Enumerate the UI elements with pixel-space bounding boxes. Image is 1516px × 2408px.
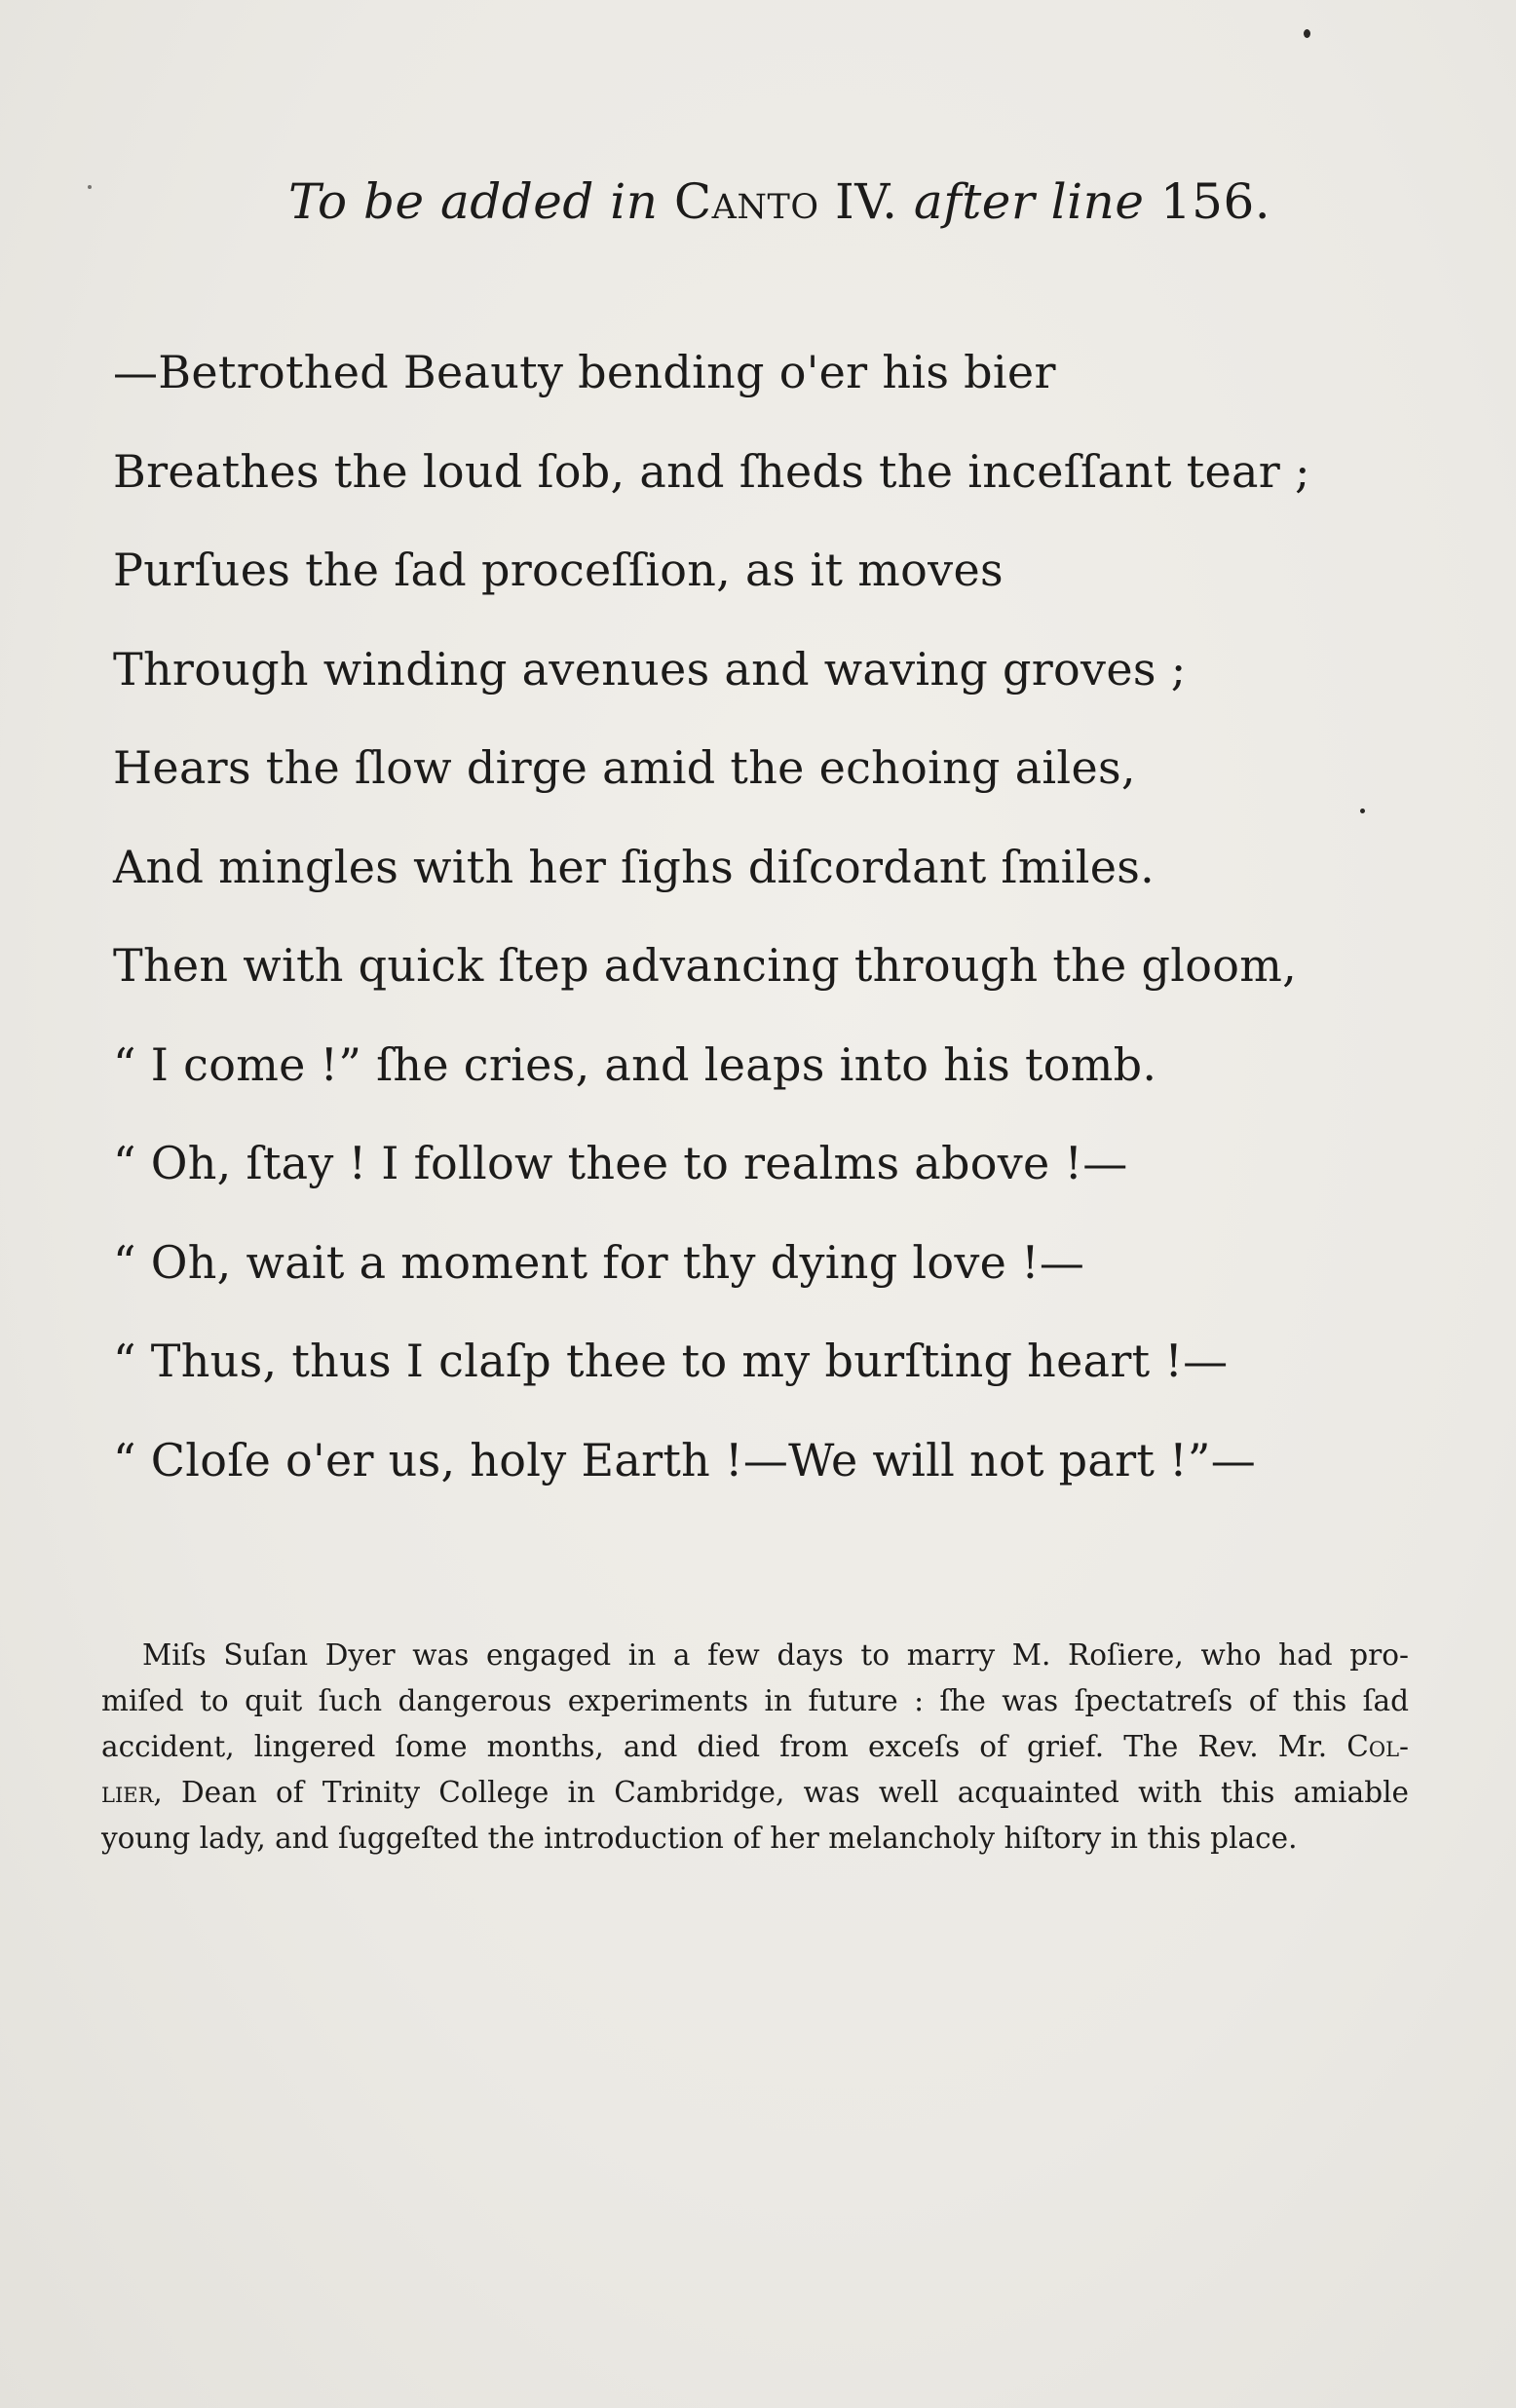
poem-line: “ Oh, wait a moment for thy dying love !— [113,1235,1085,1289]
footnote-line [101,1724,1409,1770]
poem-line: —Betrothed Beauty bending o'er his bier [113,346,1056,398]
poem-line: And mingles with her ſighs diſcordant ſmiles. [113,840,1156,893]
ink-speck [1304,29,1310,38]
footnote-line-text: Dean of Trinity College in Cambridge, was well acquainted with this amiable [181,1776,1409,1809]
poem-line: “ Cloſe o'er us, holy Earth !—We will not part !”— [113,1433,1257,1486]
poem-line: Breathes the loud ſob, and ſheds the inceſſant tear ; [113,444,1310,498]
footnote-line: young lady, and ſuggeſted the introduction of her melancholy hiſtory in this place. [101,1822,1298,1855]
footnote-line [101,1770,1409,1816]
heading-text-1: To be added in [288,173,659,230]
footnote-name-part: Col- [1346,1730,1409,1763]
poem-line: Through winding avenues and waving groves ; [113,642,1187,696]
section-heading [288,173,1360,230]
poem-line: “ Thus, thus I claſp thee to my burſting heart !— [113,1335,1229,1387]
poem-line: “ I come !” ſhe cries, and leaps into his tomb. [113,1037,1157,1091]
footnote [101,1633,1409,1862]
footnote-line: miſed to quit ſuch dangerous experiments in future : ſhe was ſpectatreſs of this ſad [101,1684,1409,1717]
heading-canto: Canto IV. [673,173,898,230]
poem-stanza [113,343,1380,1529]
poem-line: “ Oh, ſtay ! I follow thee to realms above !— [113,1137,1128,1189]
heading-line-number: 156. [1159,173,1271,230]
ink-speck [1360,809,1365,813]
ink-speck [88,185,92,189]
poem-line: Purſues the ſad proceſſion, as it moves [113,544,1004,596]
heading-text-2: after line [913,173,1145,230]
footnote-line-text: accident, lingered ſome months, and died from exceſs of grief. The Rev. Mr. [101,1730,1328,1763]
footnote-name-part: lier, [101,1776,163,1809]
poem-line: Then with quick ſtep advancing through the gloom, [113,939,1298,992]
footnote-line: Miſs Suſan Dyer was engaged in a few days to marry M. Roſiere, who had pro- [142,1638,1409,1672]
poem-line: Hears the ſlow dirge amid the echoing ailes, [113,741,1136,794]
